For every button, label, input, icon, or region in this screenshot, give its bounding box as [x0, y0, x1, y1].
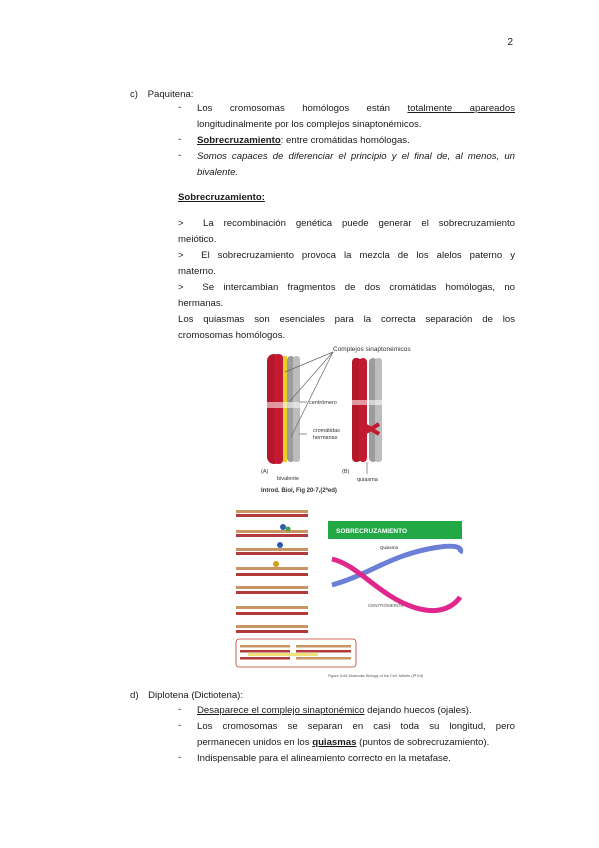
bullet-c3: Somos capaces de diferenciar el principio y el final de, al menos, un: [197, 151, 515, 162]
sobre-p4: Los quiasmas son esenciales para la correcta separación de los: [178, 314, 515, 325]
chromatid-grey: [375, 358, 382, 462]
label-bivalente: bivalente: [277, 476, 300, 482]
label-centromero: centrómero: [309, 400, 337, 406]
section-c-heading: c) Paquitena:: [130, 89, 194, 100]
bullet-c3-cont: bivalente.: [197, 167, 239, 178]
bullet-dash: -: [178, 150, 182, 161]
chromatid-grey: [293, 356, 300, 462]
sobre-p3-cont: hermanas.: [178, 298, 224, 309]
label-quiasma-2: Quiasma: [380, 545, 399, 550]
chromatid-red: [359, 358, 367, 462]
sobre-p1-cont: meiótico.: [178, 234, 217, 245]
figure1-caption: Introd. Biol, Fig 20-7,(2ªed): [261, 488, 337, 494]
label-hermanas: hermanas: [313, 435, 338, 441]
sobre-heading: Sobrecruzamiento:: [178, 192, 265, 203]
bullet-dash: -: [178, 720, 182, 731]
bullet-c2: Sobrecruzamiento: entre cromátidas homólogas.: [197, 135, 410, 146]
chromosome-figure: [255, 342, 455, 496]
sobre-p1: > La recombinación genética puede generar el sobrecruzamiento: [178, 218, 515, 229]
bullet-dash: -: [178, 752, 182, 763]
sobre-p4-cont: cromosomas homólogos.: [178, 330, 286, 341]
bullet-dash: -: [178, 102, 182, 113]
bullet-d1: Desaparece el complejo sinaptonémico dejando huecos (ojales).: [197, 705, 472, 716]
recombination-figure: [228, 505, 464, 681]
label-quiasma: quiasma: [357, 477, 378, 483]
label-complejos: Complejos sinaptonémicos: [333, 346, 411, 353]
label-cromatidas: cromátidas: [313, 428, 340, 434]
centromere-notch: [267, 402, 301, 408]
figure2-caption: Figure 5-64 Molecular Biology of the Cell. Alberts (5ª Ed): [328, 674, 424, 678]
bullet-c1-cont: longitudinalmente por los complejos sinaptonémicos.: [197, 119, 422, 130]
label-b: (B): [342, 469, 350, 475]
bullet-c1: Los cromosomas homólogos están totalmente apareados: [197, 103, 515, 114]
bullet-d2: Los cromosomas se separan en casi toda su longitud, pero: [197, 721, 515, 732]
sobre-p2: > El sobrecruzamiento provoca la mezcla de los alelos paterno y: [178, 250, 515, 261]
sobre-p2-cont: materno.: [178, 266, 216, 277]
bullet-d3: Indispensable para el alineamiento correcto en la metafase.: [197, 753, 451, 764]
sobre-p3: > Se intercambian fragmentos de dos cromátidas homólogas, no: [178, 282, 515, 293]
centromere-notch: [352, 400, 383, 405]
bullet-dash: -: [178, 704, 182, 715]
bullet-dash: -: [178, 134, 182, 145]
section-d-heading: d) Diplotena (Dictiotena):: [130, 690, 244, 701]
banner-text: SOBRECRUZAMIENTO: [336, 528, 408, 535]
label-a: (A): [261, 469, 269, 475]
label-centromeros: CENTRÓMEROS: [368, 603, 404, 608]
page-number: 2: [507, 37, 513, 48]
chromatid-red: [274, 354, 283, 464]
bullet-d2-cont: permanecen unidos en los quiasmas (puntos de sobrecruzamiento).: [197, 737, 490, 748]
